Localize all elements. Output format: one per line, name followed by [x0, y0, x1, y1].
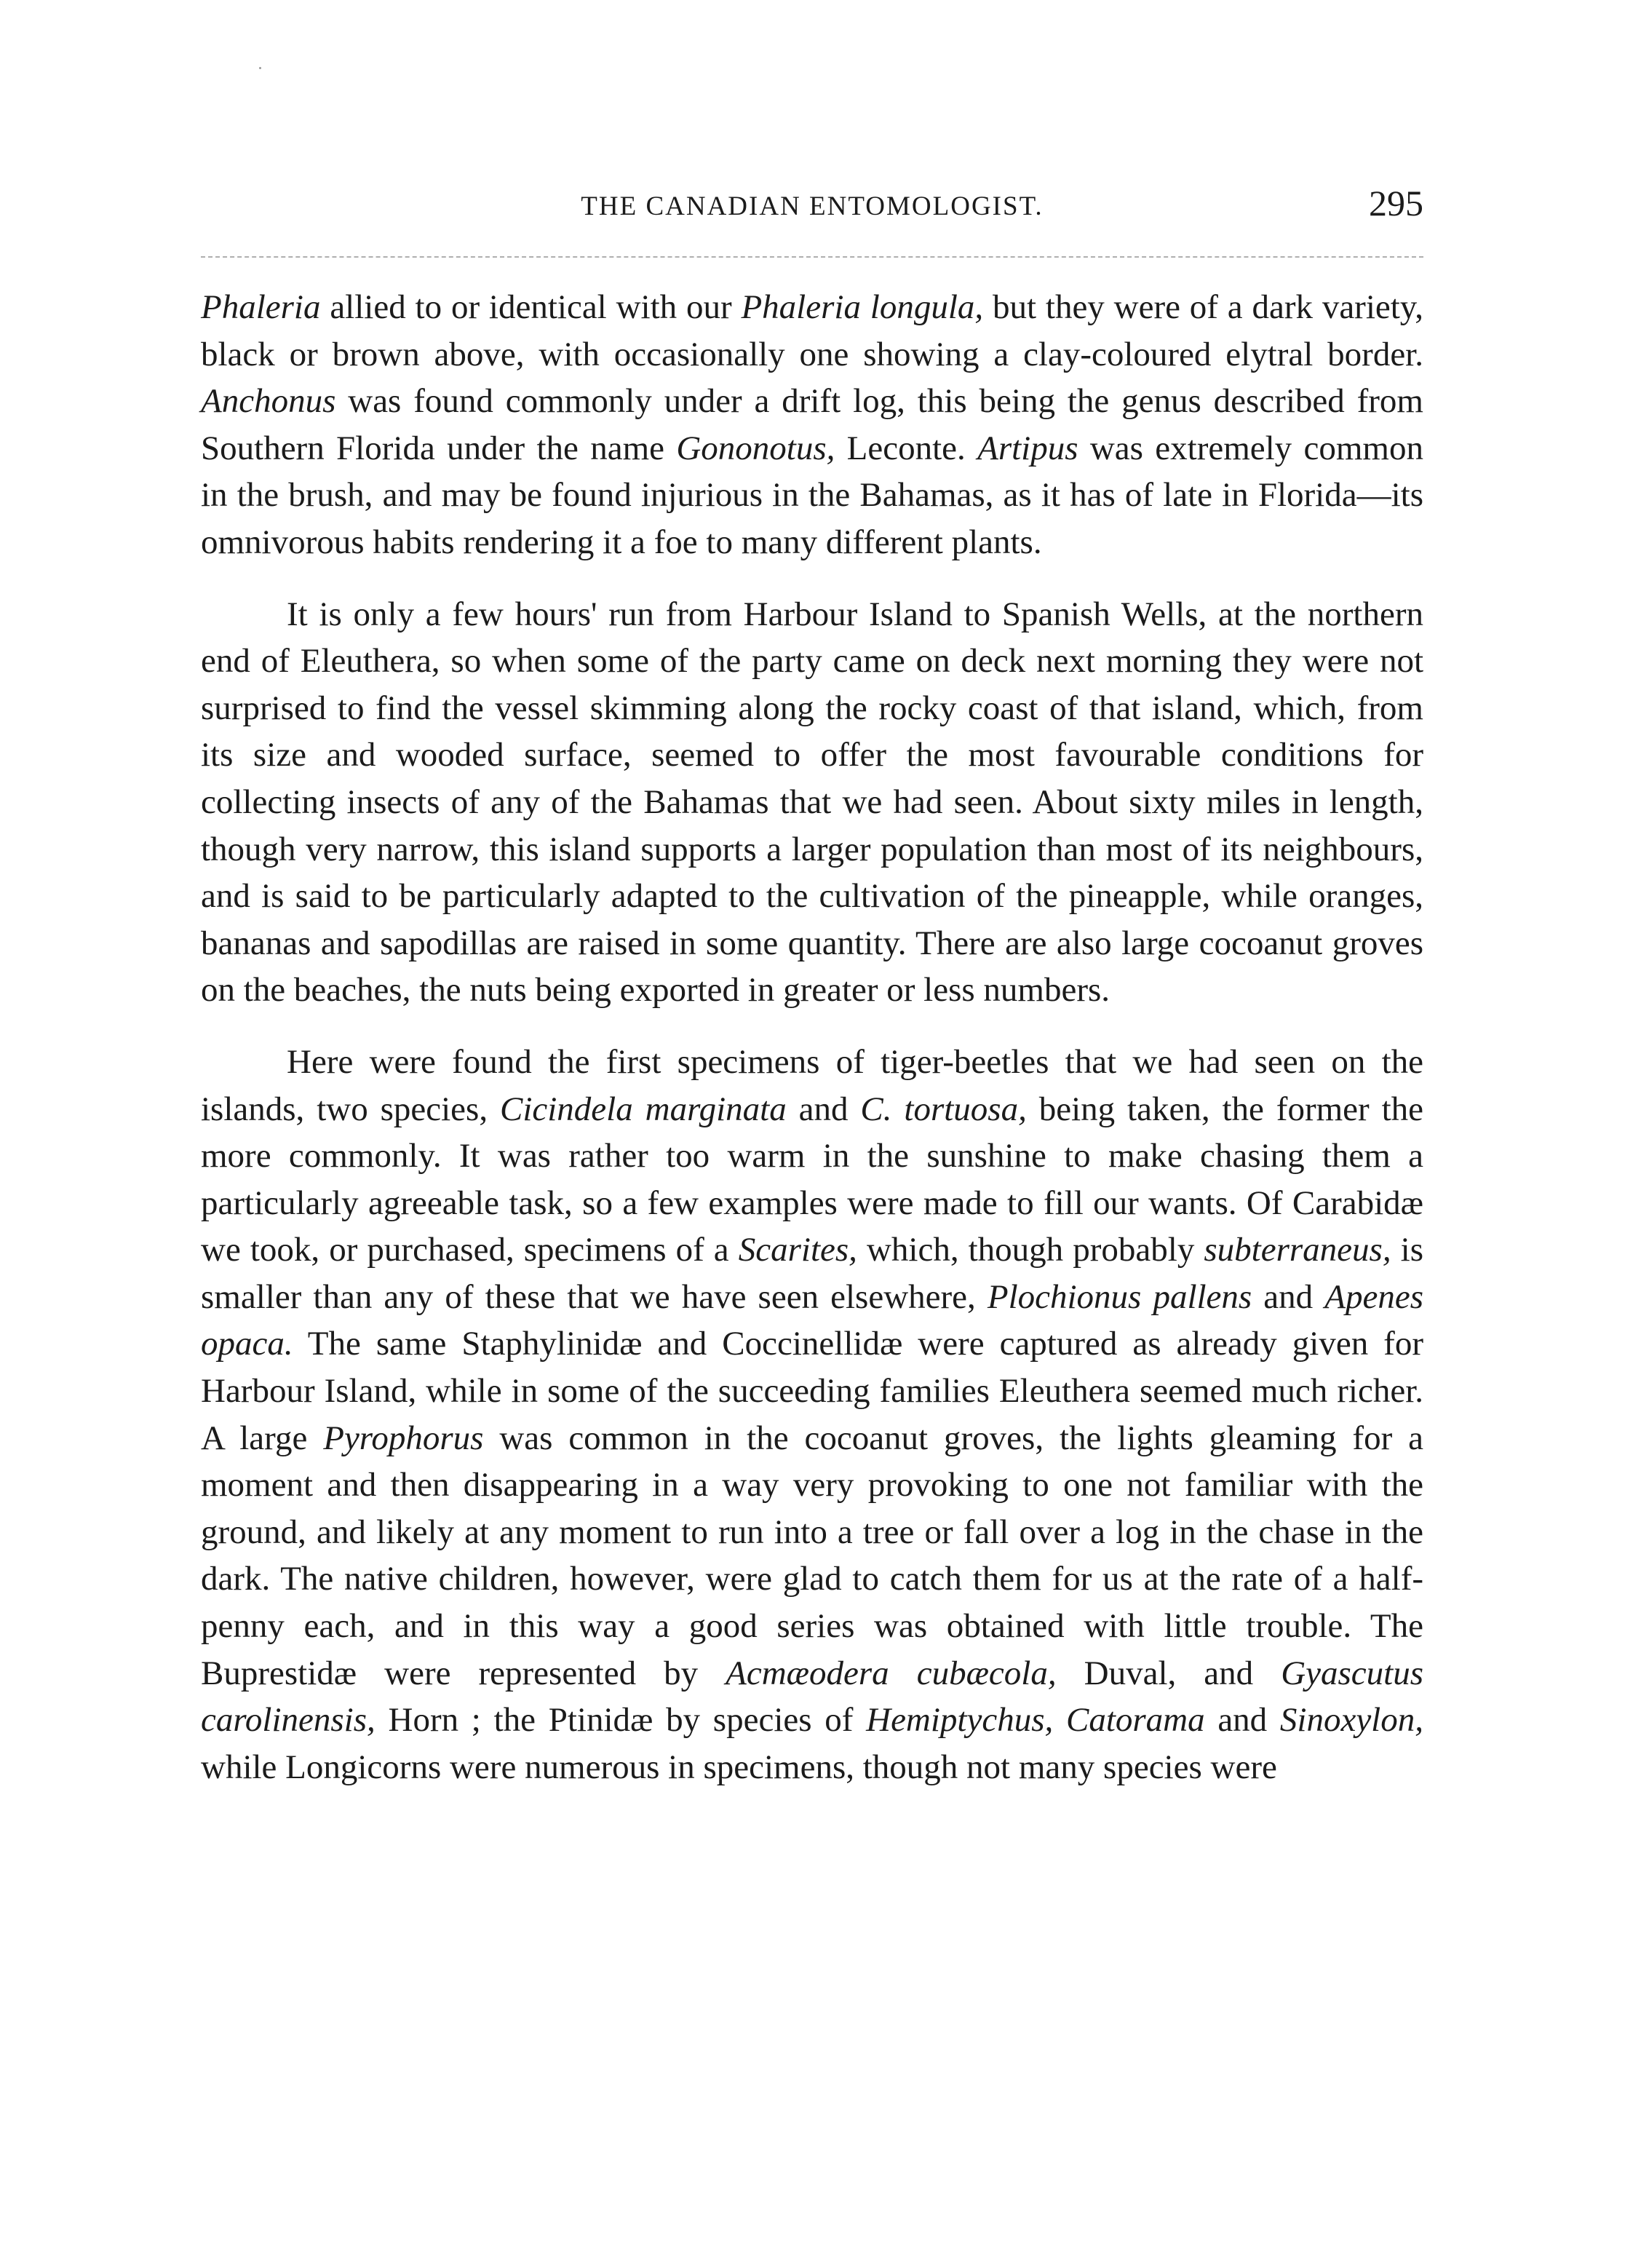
italic-term: Hemiptychus, — [866, 1701, 1054, 1740]
text-run: It is only a few hours' run from Harbour Island to Spanish Wells, at the northern end of Eleuthera, so when some of the party came on deck next morning they were not surprised to find the vessel skimming along the rocky coast of that island, which, from its size and wooded surface, seemed to offer the most favourable conditions for collecting insects of any of the Bahamas that we had seen. About sixty miles in length, though very narrow, this island supports a larger population than most of its neighbours, and is said to be particularly adapted to the cultivation of the pineapple, while oranges, bananas and sapodillas are raised in some quantity. There are also large cocoanut groves on the beaches, the nuts being exported in greater or less numbers. — [201, 595, 1423, 1010]
header-rule — [201, 256, 1423, 258]
italic-term: Anchonus — [201, 382, 336, 421]
italic-term: Artipus — [977, 429, 1078, 467]
text-run: was common in the cocoanut groves, the lights gleaming for a moment and then disappearing in a way very provoking to one not familiar with the ground, and likely at any moment to run into a tree or fall over a log in the chase in the dark. The native children, however, were glad to catch them for us at the rate of a half-penny each, and in this way a good series was obtained with little trouble. The Buprestidæ were represented by — [201, 1419, 1423, 1692]
text-run: and — [786, 1090, 861, 1128]
text-run: was found commonly under a drift log, this being the genus described from Southern Florida under the name — [201, 382, 1423, 467]
italic-term: Acmæodera cubæcola, — [726, 1654, 1057, 1692]
stray-ink-mark — [259, 67, 261, 69]
page-number: 295 — [1369, 183, 1423, 223]
italic-term: Pyrophorus — [323, 1419, 484, 1457]
italic-term: Phaleria — [201, 288, 321, 326]
text-run: which, though probably — [857, 1231, 1204, 1269]
italic-term: Gyascutus carolinensis, — [201, 1654, 1423, 1740]
text-run: Duval, and — [1056, 1654, 1282, 1692]
paragraph-3 — [201, 1039, 1423, 1791]
text-run: Leconte. — [835, 429, 978, 467]
text-run: but they were of a dark variety, black or brown above, with occasionally one showing a clay-coloured elytral border. — [201, 288, 1424, 373]
text-run: is smaller than any of these that we have seen elsewhere, — [201, 1231, 1423, 1316]
paragraph-1 — [201, 284, 1423, 566]
italic-term: Plochionus pallens — [987, 1277, 1252, 1316]
running-head: THE CANADIAN ENTOMOLOGIST. — [581, 191, 1044, 221]
paragraph-2 — [201, 591, 1423, 1014]
italic-term: Scarites, — [738, 1231, 857, 1269]
italic-term: Cicindela marginata — [499, 1090, 787, 1128]
italic-term: Sinoxylon, — [1279, 1701, 1423, 1740]
page-header — [201, 182, 1423, 233]
text-run — [1053, 1701, 1066, 1739]
text-run: The same Staphylinidæ and Coccinellidæ were captured as already given for Harbour Island, while in some of the succeeding families Eleuthera seemed much richer. A large — [201, 1325, 1423, 1457]
text-run: was extremely common in the brush, and may be found injurious in the Bahamas, as it has of late in Florida—its omnivorous habits rendering it a foe to many different plants. — [201, 429, 1423, 561]
text-run: Horn ; the Ptinidæ by species of — [375, 1701, 867, 1740]
italic-term: Phaleria longula, — [741, 288, 984, 326]
italic-term: Catorama — [1065, 1701, 1205, 1740]
italic-term: Gononotus, — [676, 429, 835, 467]
text-run: Here were found the first specimens of tiger-beetles that we had seen on the islands, two species, — [201, 1042, 1423, 1128]
text-run: being taken, the former the more commonly. It was rather too warm in the sunshine to make chasing them a particularly agreeable task, so a few examples were made to fill our wants. Of Carabidæ we took, or purchased, specimens of a — [201, 1090, 1423, 1269]
italic-term: subterraneus, — [1204, 1231, 1391, 1269]
text-run: allied to or identical with our — [320, 288, 742, 326]
italic-term: C. tortuosa, — [860, 1090, 1027, 1128]
text-run: while Longicorns were numerous in specimens, though not many species were — [201, 1748, 1277, 1786]
text-run: and — [1252, 1277, 1325, 1316]
body-text — [201, 284, 1423, 1791]
italic-term: Apenes opaca. — [201, 1277, 1423, 1363]
text-run: and — [1204, 1701, 1280, 1740]
